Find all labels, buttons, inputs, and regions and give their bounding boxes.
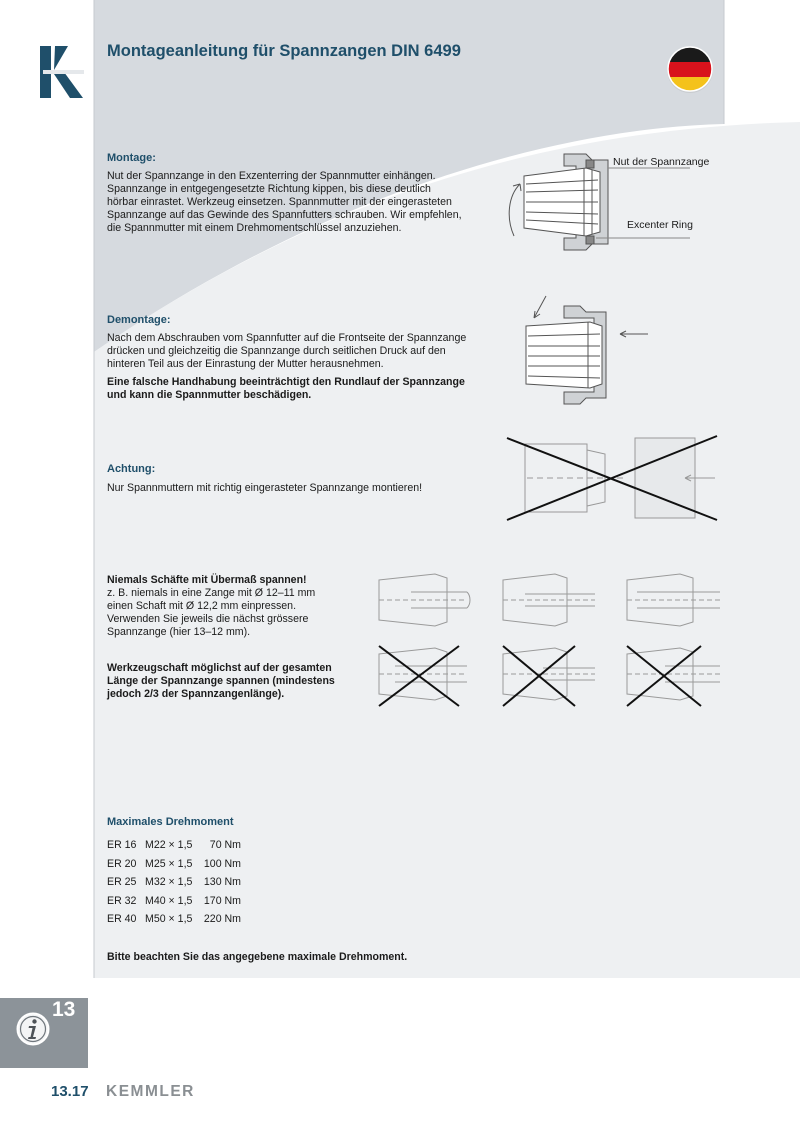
text-line: jedoch 2/3 der Spannzangenlänge). bbox=[107, 688, 285, 700]
drehmoment-table bbox=[107, 836, 241, 929]
text-line: Nut der Spannzange in den Exzenterring der Spannmutter einhängen. bbox=[107, 170, 436, 182]
collet-diagrams bbox=[375, 570, 725, 710]
text-line: z. B. niemals in eine Zange mit Ø 12–11 mm bbox=[107, 587, 316, 599]
text-line: Länge der Spannzange spannen (mindestens bbox=[107, 675, 335, 687]
text-line: drücken und gleichzeitig die Spannzange durch seitlichen Druck auf den bbox=[107, 345, 446, 357]
text-line: Spannzange (hier 13–12 mm). bbox=[107, 626, 251, 638]
montage-text bbox=[107, 170, 492, 235]
table-row: ER 20 M25 × 1,5 100 Nm bbox=[107, 857, 241, 870]
table-row: ER 32 M40 × 1,5 170 Nm bbox=[107, 894, 241, 907]
demontage-diagram bbox=[520, 292, 660, 410]
uebermass-heading: Niemals Schäfte mit Übermaß spannen! bbox=[107, 574, 307, 586]
demontage-heading: Demontage: bbox=[107, 314, 171, 326]
brand-name: KEMMLER bbox=[106, 1083, 195, 1100]
brand-logo bbox=[40, 46, 84, 98]
table-row: ER 40 M50 × 1,5 220 Nm bbox=[107, 913, 241, 925]
text-line: Nach dem Abschrauben vom Spannfutter auf die Frontseite der Spannzange bbox=[107, 332, 467, 344]
page-title: Montageanleitung für Spannzangen DIN 6499 bbox=[107, 42, 461, 60]
demontage-text bbox=[107, 332, 492, 371]
text-line: hinteren Teil aus der Einrastung der Mutter herausnehmen. bbox=[107, 358, 384, 370]
drehmoment-heading: Maximales Drehmoment bbox=[107, 816, 234, 828]
werkzeugschaft-text bbox=[107, 662, 367, 701]
text-line: die Spannmutter mit einem Drehmomentschlüssel anzuziehen. bbox=[107, 222, 402, 234]
achtung-heading: Achtung: bbox=[107, 463, 156, 475]
table-row: ER 25 M32 × 1,5 130 Nm bbox=[107, 876, 241, 888]
montage-heading: Montage: bbox=[107, 152, 156, 164]
text-line: Eine falsche Handhabung beeinträchtigt den Rundlauf der Spannzange bbox=[107, 376, 465, 388]
label-excenter-ring: Excenter Ring bbox=[627, 219, 693, 231]
text-line: einen Schaft mit Ø 12,2 mm einpressen. bbox=[107, 600, 297, 612]
label-nut-der-spannzange: Nut der Spannzange bbox=[613, 156, 710, 168]
text-line: hörbar einrastet. Werkzeug einsetzen. Spannmutter mit der eingerasteten bbox=[107, 196, 452, 208]
achtung-diagram-crossed bbox=[505, 432, 720, 524]
page-number: 13.17 bbox=[51, 1083, 89, 1100]
uebermass-text bbox=[107, 587, 357, 639]
drehmoment-note: Bitte beachten Sie das angegebene maximale Drehmoment. bbox=[107, 951, 408, 963]
text-line: und kann die Spannmutter beschädigen. bbox=[107, 389, 312, 401]
chapter-tab-number: 13 bbox=[52, 998, 76, 1021]
achtung-text: Nur Spannmuttern mit richtig eingerasteter Spannzange montieren! bbox=[107, 482, 423, 494]
table-row: ER 16 M22 × 1,5 70 Nm bbox=[107, 839, 241, 851]
info-icon bbox=[16, 1012, 50, 1046]
text-line: Werkzeugschaft möglichst auf der gesamten bbox=[107, 662, 332, 674]
germany-flag-icon bbox=[666, 45, 714, 93]
text-line: Spannzange auf das Gewinde des Spannfutters schrauben. Wir empfehlen, bbox=[107, 209, 462, 221]
demontage-warning bbox=[107, 376, 492, 402]
text-line: Verwenden Sie jeweils die nächst grössere bbox=[107, 613, 309, 625]
text-line: Spannzange in entgegengesetzte Richtung kippen, bis diese deutlich bbox=[107, 183, 431, 195]
